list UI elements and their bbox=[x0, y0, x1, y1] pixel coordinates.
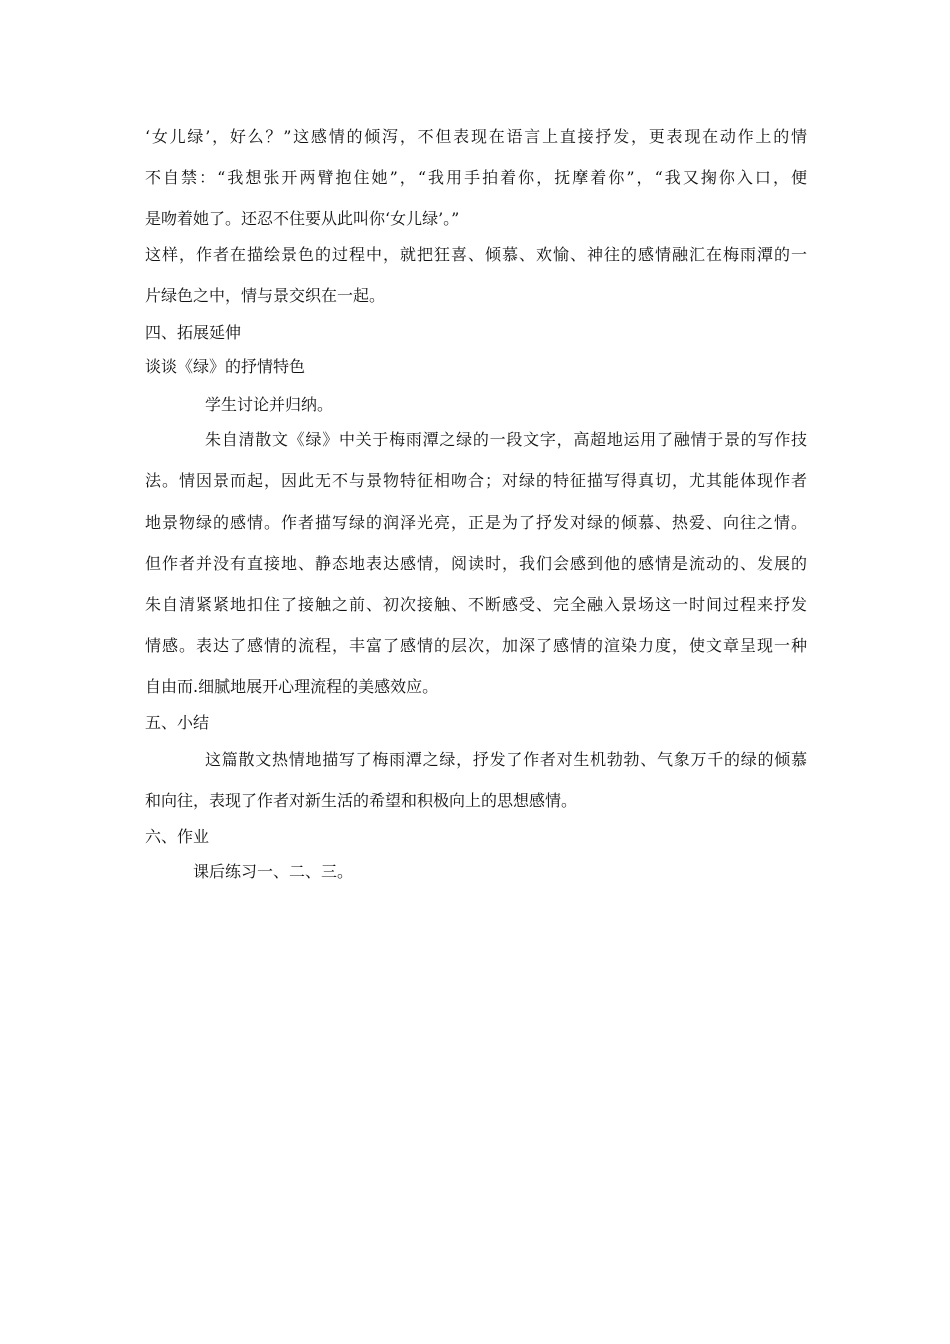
section-heading: 四、拓展延伸 bbox=[145, 323, 242, 342]
text-line: 不自禁：“我想张开两臂抱住她”，“我用手拍着你，抚摩着你”，“我又掬你入口，便 bbox=[145, 168, 807, 187]
instruction-line: 学生讨论并归纳。 bbox=[205, 395, 334, 414]
text-line: 朱自清紧紧地扣住了接触之前、初次接触、不断感受、完全融入景场这一时间过程来抒发 bbox=[145, 595, 807, 614]
text-line: 朱自清散文《绿》中关于梅雨潭之绿的一段文字，高超地运用了融情于景的写作技 bbox=[205, 430, 807, 449]
section-heading: 六、作业 bbox=[145, 827, 210, 846]
text-line: 自由而.细腻地展开心理流程的美感效应。 bbox=[145, 677, 439, 696]
text-line: ‘女儿绿’，好么？”这感情的倾泻，不但表现在语言上直接抒发，更表现在动作上的情 bbox=[145, 127, 807, 146]
homework-line: 课后练习一、二、三。 bbox=[193, 862, 354, 881]
text-line: 地景物绿的感情。作者描写绿的润泽光亮，正是为了抒发对绿的倾慕、热爱、向往之情。 bbox=[145, 513, 807, 532]
text-line: 和向往，表现了作者对新生活的希望和积极向上的思想感情。 bbox=[145, 791, 578, 810]
topic-line: 谈谈《绿》的抒情特色 bbox=[145, 357, 306, 376]
text-line: 是吻着她了。还忍不住要从此叫你‘女儿绿’。” bbox=[145, 209, 460, 228]
text-line: 这样，作者在描绘景色的过程中，就把狂喜、倾慕、欢愉、神往的感情融汇在梅雨潭的一 bbox=[145, 245, 807, 264]
text-line: 这篇散文热情地描写了梅雨潭之绿，抒发了作者对生机勃勃、气象万千的绿的倾慕 bbox=[205, 750, 807, 769]
text-line: 但作者并没有直接地、静态地表达感情，阅读时，我们会感到他的感情是流动的、发展的 bbox=[145, 554, 807, 573]
text-line: 片绿色之中，情与景交织在一起。 bbox=[145, 286, 386, 305]
text-line: 情感。表达了感情的流程，丰富了感情的层次，加深了感情的渲染力度，使文章呈现一种 bbox=[145, 636, 807, 655]
section-heading: 五、小结 bbox=[145, 713, 210, 732]
text-line: 法。情因景而起，因此无不与景物特征相吻合；对绿的特征描写得真切，尤其能体现作者 bbox=[145, 471, 807, 490]
